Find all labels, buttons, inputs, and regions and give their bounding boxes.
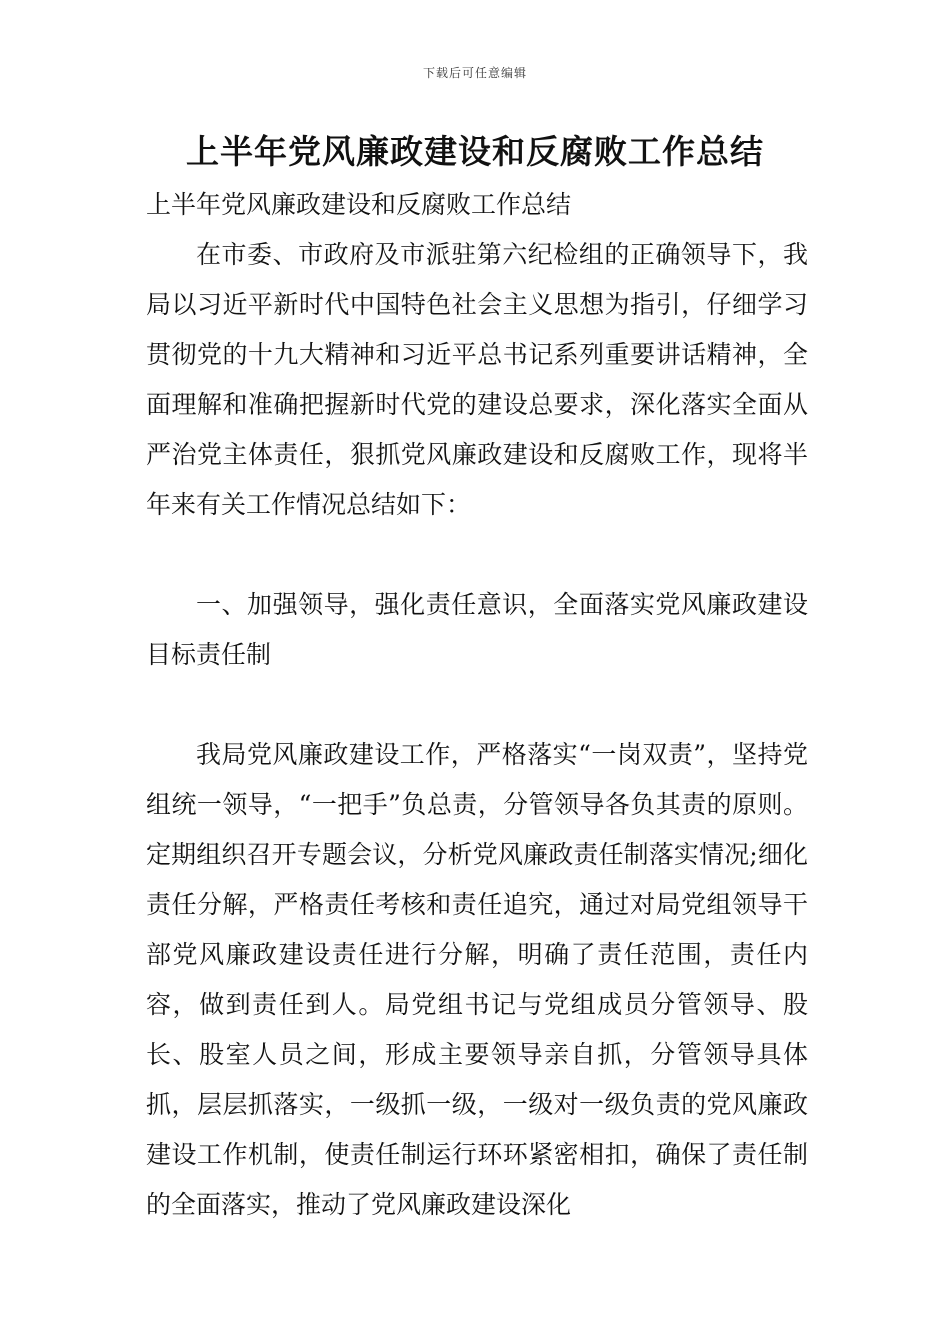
document-title: 上半年党风廉政建设和反腐败工作总结 [186,132,764,171]
paragraph-section-1: 我局党风廉政建设工作，严格落实“一岗双责”，坚持党组统一领导，“一把手”负总责，分管领导各负其责的原则。定期组织召开专题会议，分析党风廉政责任制落实情况;细化责任分解，严格责任考核和责任追究，通过对局党组领导干部党风廉政建设责任进行分解，明确了责任范围，责任内容，做到责任到人。局党组书记与党组成员分管领导、股长、股室人员之间，形成主要领导亲自抓，分管领导具体抓，层层抓落实，一级抓一级，一级对一级负责的党风廉政建设工作机制，使责任制运行环环紧密相扣，确保了责任制的全面落实，推动了党风廉政建设深化 [146,740,808,1219]
paragraph-gap [146,530,808,580]
header-note: 下载后可任意编辑 [422,66,527,80]
document-subtitle: 上半年党风廉政建设和反腐败工作总结 [146,190,572,219]
paragraph-gap [146,680,808,730]
document-body [146,180,808,1230]
section-heading-1: 一、加强领导，强化责任意识，全面落实党风廉政建设目标责任制 [146,590,808,669]
paragraph-intro: 在市委、市政府及市派驻第六纪检组的正确领导下，我局以习近平新时代中国特色社会主义思想为指引，仔细学习贯彻党的十九大精神和习近平总书记系列重要讲话精神，全面理解和准确把握新时代党的建设总要求，深化落实全面从严治党主体责任，狠抓党风廉政建设和反腐败工作，现将半年来有关工作情况总结如下： [146,240,808,519]
